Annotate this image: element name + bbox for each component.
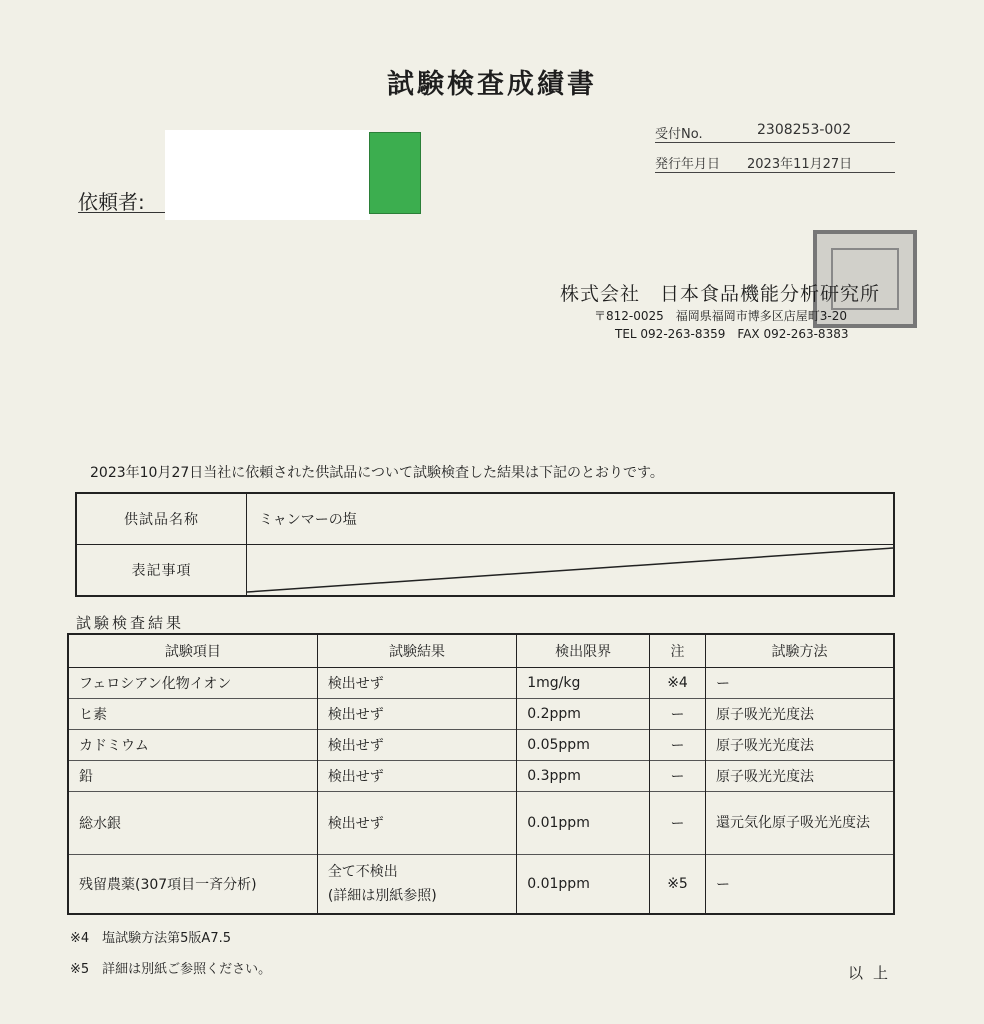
sample-name-label: 供試品名称 <box>76 493 247 545</box>
results-table <box>67 633 895 915</box>
detection-limit: 0.05ppm <box>517 730 650 761</box>
test-result: 検出せず <box>317 761 516 792</box>
receipt-label: 受付No. <box>655 127 703 142</box>
results-header-row <box>68 634 894 668</box>
test-method: 原子吸光光度法 <box>706 730 895 761</box>
note: ー <box>650 730 706 761</box>
document-title: 試験検査成績書 <box>387 69 597 100</box>
table-row <box>68 668 894 699</box>
detection-limit: 0.01ppm <box>517 855 650 915</box>
company-address: 〒812-0025 福岡県福岡市博多区店屋町3-20 <box>594 309 848 323</box>
test-method: ー <box>706 668 895 699</box>
sample-name-value: ミャンマーの塩 <box>247 493 895 545</box>
test-item: 残留農薬(307項目一斉分析) <box>68 855 317 915</box>
test-result: 検出せず <box>317 699 516 730</box>
test-method: ー <box>706 855 895 915</box>
company-name: 株式会社 日本食品機能分析研究所 <box>560 283 881 305</box>
notation-value-crossed <box>247 545 895 597</box>
table-row <box>68 761 894 792</box>
test-method: 還元気化原子吸光光度法 <box>706 792 895 855</box>
detection-limit: 0.3ppm <box>517 761 650 792</box>
test-item: フェロシアン化物イオン <box>68 668 317 699</box>
test-result: 検出せず <box>317 730 516 761</box>
redaction-box <box>165 130 370 220</box>
company-phone-fax: TEL 092-263-8359 FAX 092-263-8383 <box>615 327 849 341</box>
header-test-item: 試験項目 <box>68 634 317 668</box>
header-detection-limit: 検出限界 <box>517 634 650 668</box>
detection-limit: 1mg/kg <box>517 668 650 699</box>
diagonal-strike <box>247 546 893 594</box>
notation-label: 表記事項 <box>76 545 247 597</box>
header-note: 注 <box>650 634 706 668</box>
sample-info-table <box>75 492 895 597</box>
footnote-5: ※5 詳細は別紙ご参照ください。 <box>70 962 272 977</box>
issue-date-label: 発行年月日 <box>655 157 721 172</box>
note: ※5 <box>650 855 706 915</box>
requester-label: 依頼者: <box>78 190 145 214</box>
test-item: ヒ素 <box>68 699 317 730</box>
redaction-marker <box>369 132 421 214</box>
detection-limit: 0.01ppm <box>517 792 650 855</box>
table-row <box>68 699 894 730</box>
table-row <box>68 792 894 855</box>
header-test-method: 試験方法 <box>706 634 895 668</box>
test-item: 鉛 <box>68 761 317 792</box>
notation-row <box>76 545 894 597</box>
issue-date-row <box>655 150 895 173</box>
note: ー <box>650 761 706 792</box>
note: ー <box>650 792 706 855</box>
test-result: 検出せず <box>317 792 516 855</box>
issue-date-value: 2023年11月27日 <box>747 157 853 172</box>
test-result-detail: (詳細は別紙参照) <box>327 888 437 904</box>
receipt-row <box>655 120 895 143</box>
test-item: 総水銀 <box>68 792 317 855</box>
test-method: 原子吸光光度法 <box>706 699 895 730</box>
results-section-label: 試験検査結果 <box>76 614 185 632</box>
test-result: 全て不検出 <box>327 864 398 880</box>
closing-mark: 以上 <box>848 964 899 982</box>
table-row <box>68 730 894 761</box>
intro-statement: 2023年10月27日当社に依頼された供試品について試験検査した結果は下記のとおりです。 <box>90 465 664 481</box>
test-result-cell <box>317 855 516 915</box>
table-row <box>68 855 894 915</box>
detection-limit: 0.2ppm <box>517 699 650 730</box>
test-result: 検出せず <box>317 668 516 699</box>
footnote-4: ※4 塩試験方法第5版A7.5 <box>70 931 232 946</box>
test-method: 原子吸光光度法 <box>706 761 895 792</box>
note: ー <box>650 699 706 730</box>
test-item: カドミウム <box>68 730 317 761</box>
receipt-number: 2308253-002 <box>757 122 852 138</box>
note: ※4 <box>650 668 706 699</box>
sample-name-row <box>76 493 894 545</box>
header-test-result: 試験結果 <box>317 634 516 668</box>
